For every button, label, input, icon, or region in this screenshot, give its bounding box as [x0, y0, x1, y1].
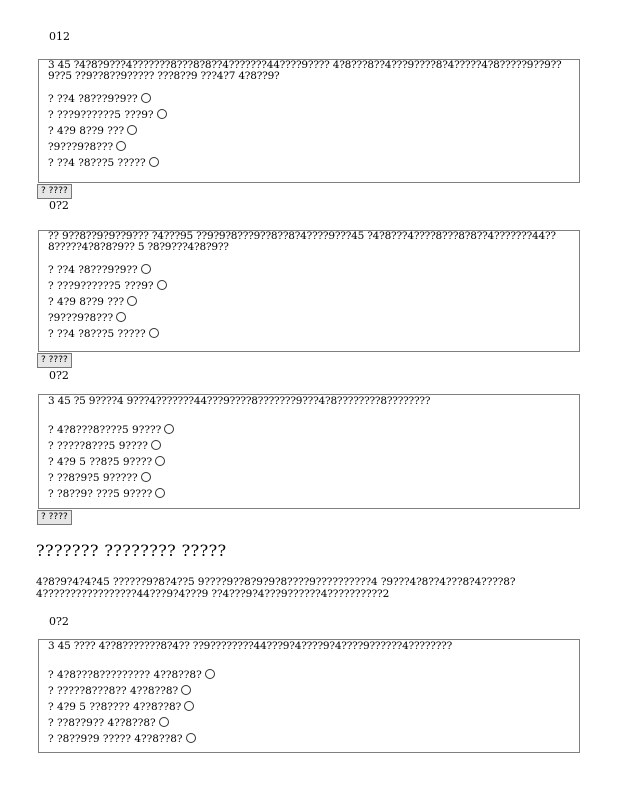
radio-button[interactable] — [157, 280, 167, 290]
submit-button[interactable]: ? ???? — [37, 184, 72, 199]
question-3-options — [48, 422, 571, 502]
question-4-label: 0?2 — [49, 615, 69, 628]
radio-button[interactable] — [141, 264, 151, 274]
radio-button[interactable] — [155, 488, 165, 498]
option-label: ? ?????8???5 9???? — [48, 440, 148, 452]
option[interactable] — [48, 699, 571, 715]
section-paragraph: 4?8?9?4?4?45 ??????9?8?4??5 9????9??8?9?9?8????9??????????4 ?9???4?8??4???8?4????8?4?????????????????44???9?4???9 ??4???9?4???9??????4??????????2 — [36, 576, 516, 600]
radio-button[interactable] — [116, 141, 126, 151]
radio-button[interactable] — [149, 328, 159, 338]
radio-button[interactable] — [205, 669, 215, 679]
option[interactable] — [48, 107, 571, 123]
option-label: ? ???9??????5 ???9? — [48, 109, 154, 121]
option[interactable] — [48, 422, 571, 438]
question-3-label: 0?2 — [49, 369, 69, 382]
radio-button[interactable] — [181, 685, 191, 695]
option-label: ? 4?8???8????5 9???? — [48, 424, 162, 436]
submit-button[interactable]: ? ???? — [37, 353, 72, 368]
option[interactable] — [48, 91, 571, 107]
option[interactable] — [48, 326, 571, 342]
option[interactable] — [48, 139, 571, 155]
radio-button[interactable] — [184, 701, 194, 711]
option-label: ? ??4 ?8???5 ????? — [48, 157, 146, 169]
question-4-box — [38, 639, 580, 753]
option-label: ? ??8??9?? 4??8??8? — [48, 717, 156, 729]
submit-button[interactable]: ? ???? — [37, 510, 72, 525]
option-label: ? ??4 ?8???5 ????? — [48, 328, 146, 340]
option-label: ? ?????8???8?? 4??8??8? — [48, 685, 179, 697]
option-label: ?9???9?8??? — [48, 141, 114, 153]
radio-button[interactable] — [157, 109, 167, 119]
option[interactable] — [48, 310, 571, 326]
option[interactable] — [48, 667, 571, 683]
option[interactable] — [48, 731, 571, 747]
radio-button[interactable] — [186, 733, 196, 743]
option[interactable] — [48, 278, 571, 294]
question-2-text: ?? 9??8??9?9??9??? ?4???95 ??9?9?8???9??8??8?4????9???45 ?4?8???4????8???8?8??4???????44??8?????4?8?8?9?? 5 ?8?9???4?8?9?? — [48, 230, 556, 253]
option-label: ? 4?9 5 ??8?5 9???? — [48, 456, 153, 468]
option-label: ? ??4 ?8???9?9?? — [48, 93, 138, 105]
option[interactable] — [48, 470, 571, 486]
question-3-text: 3 45 ?5 9????4 9???4???????44???9????8???????9???4?8????????8???????? — [48, 395, 431, 407]
option[interactable] — [48, 262, 571, 278]
radio-button[interactable] — [159, 717, 169, 727]
option-label: ?9???9?8??? — [48, 312, 114, 324]
radio-button[interactable] — [164, 424, 174, 434]
option[interactable] — [48, 123, 571, 139]
option-label: ? ??8?9?5 9????? — [48, 472, 138, 484]
question-4-text: 3 45 ???? 4??8???????8?4?? ??9????????44???9?4????9?4????9??????4???????? — [48, 640, 452, 652]
question-2-box — [38, 230, 580, 352]
radio-button[interactable] — [116, 312, 126, 322]
option[interactable] — [48, 683, 571, 699]
option-label: ? 4?9 5 ??8???? 4??8??8? — [48, 701, 182, 713]
radio-button[interactable] — [149, 157, 159, 167]
question-1-text: 3 45 ?4?8?9???4???????8???8?8??4???????44????9???? 4?8???8??4???9????8?4?????4?8?????9??9??9??5 ??9??8??9????? ???8??9 ???4?7 4?8??9? — [48, 59, 562, 82]
question-1-options — [48, 91, 571, 171]
radio-button[interactable] — [155, 456, 165, 466]
option-label: ? ?8??9? ???5 9???? — [48, 488, 153, 500]
option-label: ? 4?8???8????????? 4??8??8? — [48, 669, 202, 681]
option-label: ? 4?9 8??9 ??? — [48, 296, 125, 308]
option[interactable] — [48, 715, 571, 731]
radio-button[interactable] — [151, 440, 161, 450]
radio-button[interactable] — [141, 93, 151, 103]
option[interactable] — [48, 438, 571, 454]
question-1-label: 012 — [49, 30, 70, 43]
section-heading: ??????? ???????? ????? — [36, 541, 227, 560]
option-label: ? ?8??9?9 ????? 4??8??8? — [48, 733, 183, 745]
question-2-label: 0?2 — [49, 199, 69, 212]
question-3-box — [38, 394, 580, 509]
option[interactable] — [48, 486, 571, 502]
radio-button[interactable] — [127, 296, 137, 306]
question-4-options — [48, 667, 571, 747]
radio-button[interactable] — [127, 125, 137, 135]
radio-button[interactable] — [141, 472, 151, 482]
option[interactable] — [48, 294, 571, 310]
option-label: ? 4?9 8??9 ??? — [48, 125, 125, 137]
option[interactable] — [48, 454, 571, 470]
question-2-options — [48, 262, 571, 342]
option-label: ? ??4 ?8???9?9?? — [48, 264, 138, 276]
question-1-box — [38, 59, 580, 183]
option[interactable] — [48, 155, 571, 171]
option-label: ? ???9??????5 ???9? — [48, 280, 154, 292]
